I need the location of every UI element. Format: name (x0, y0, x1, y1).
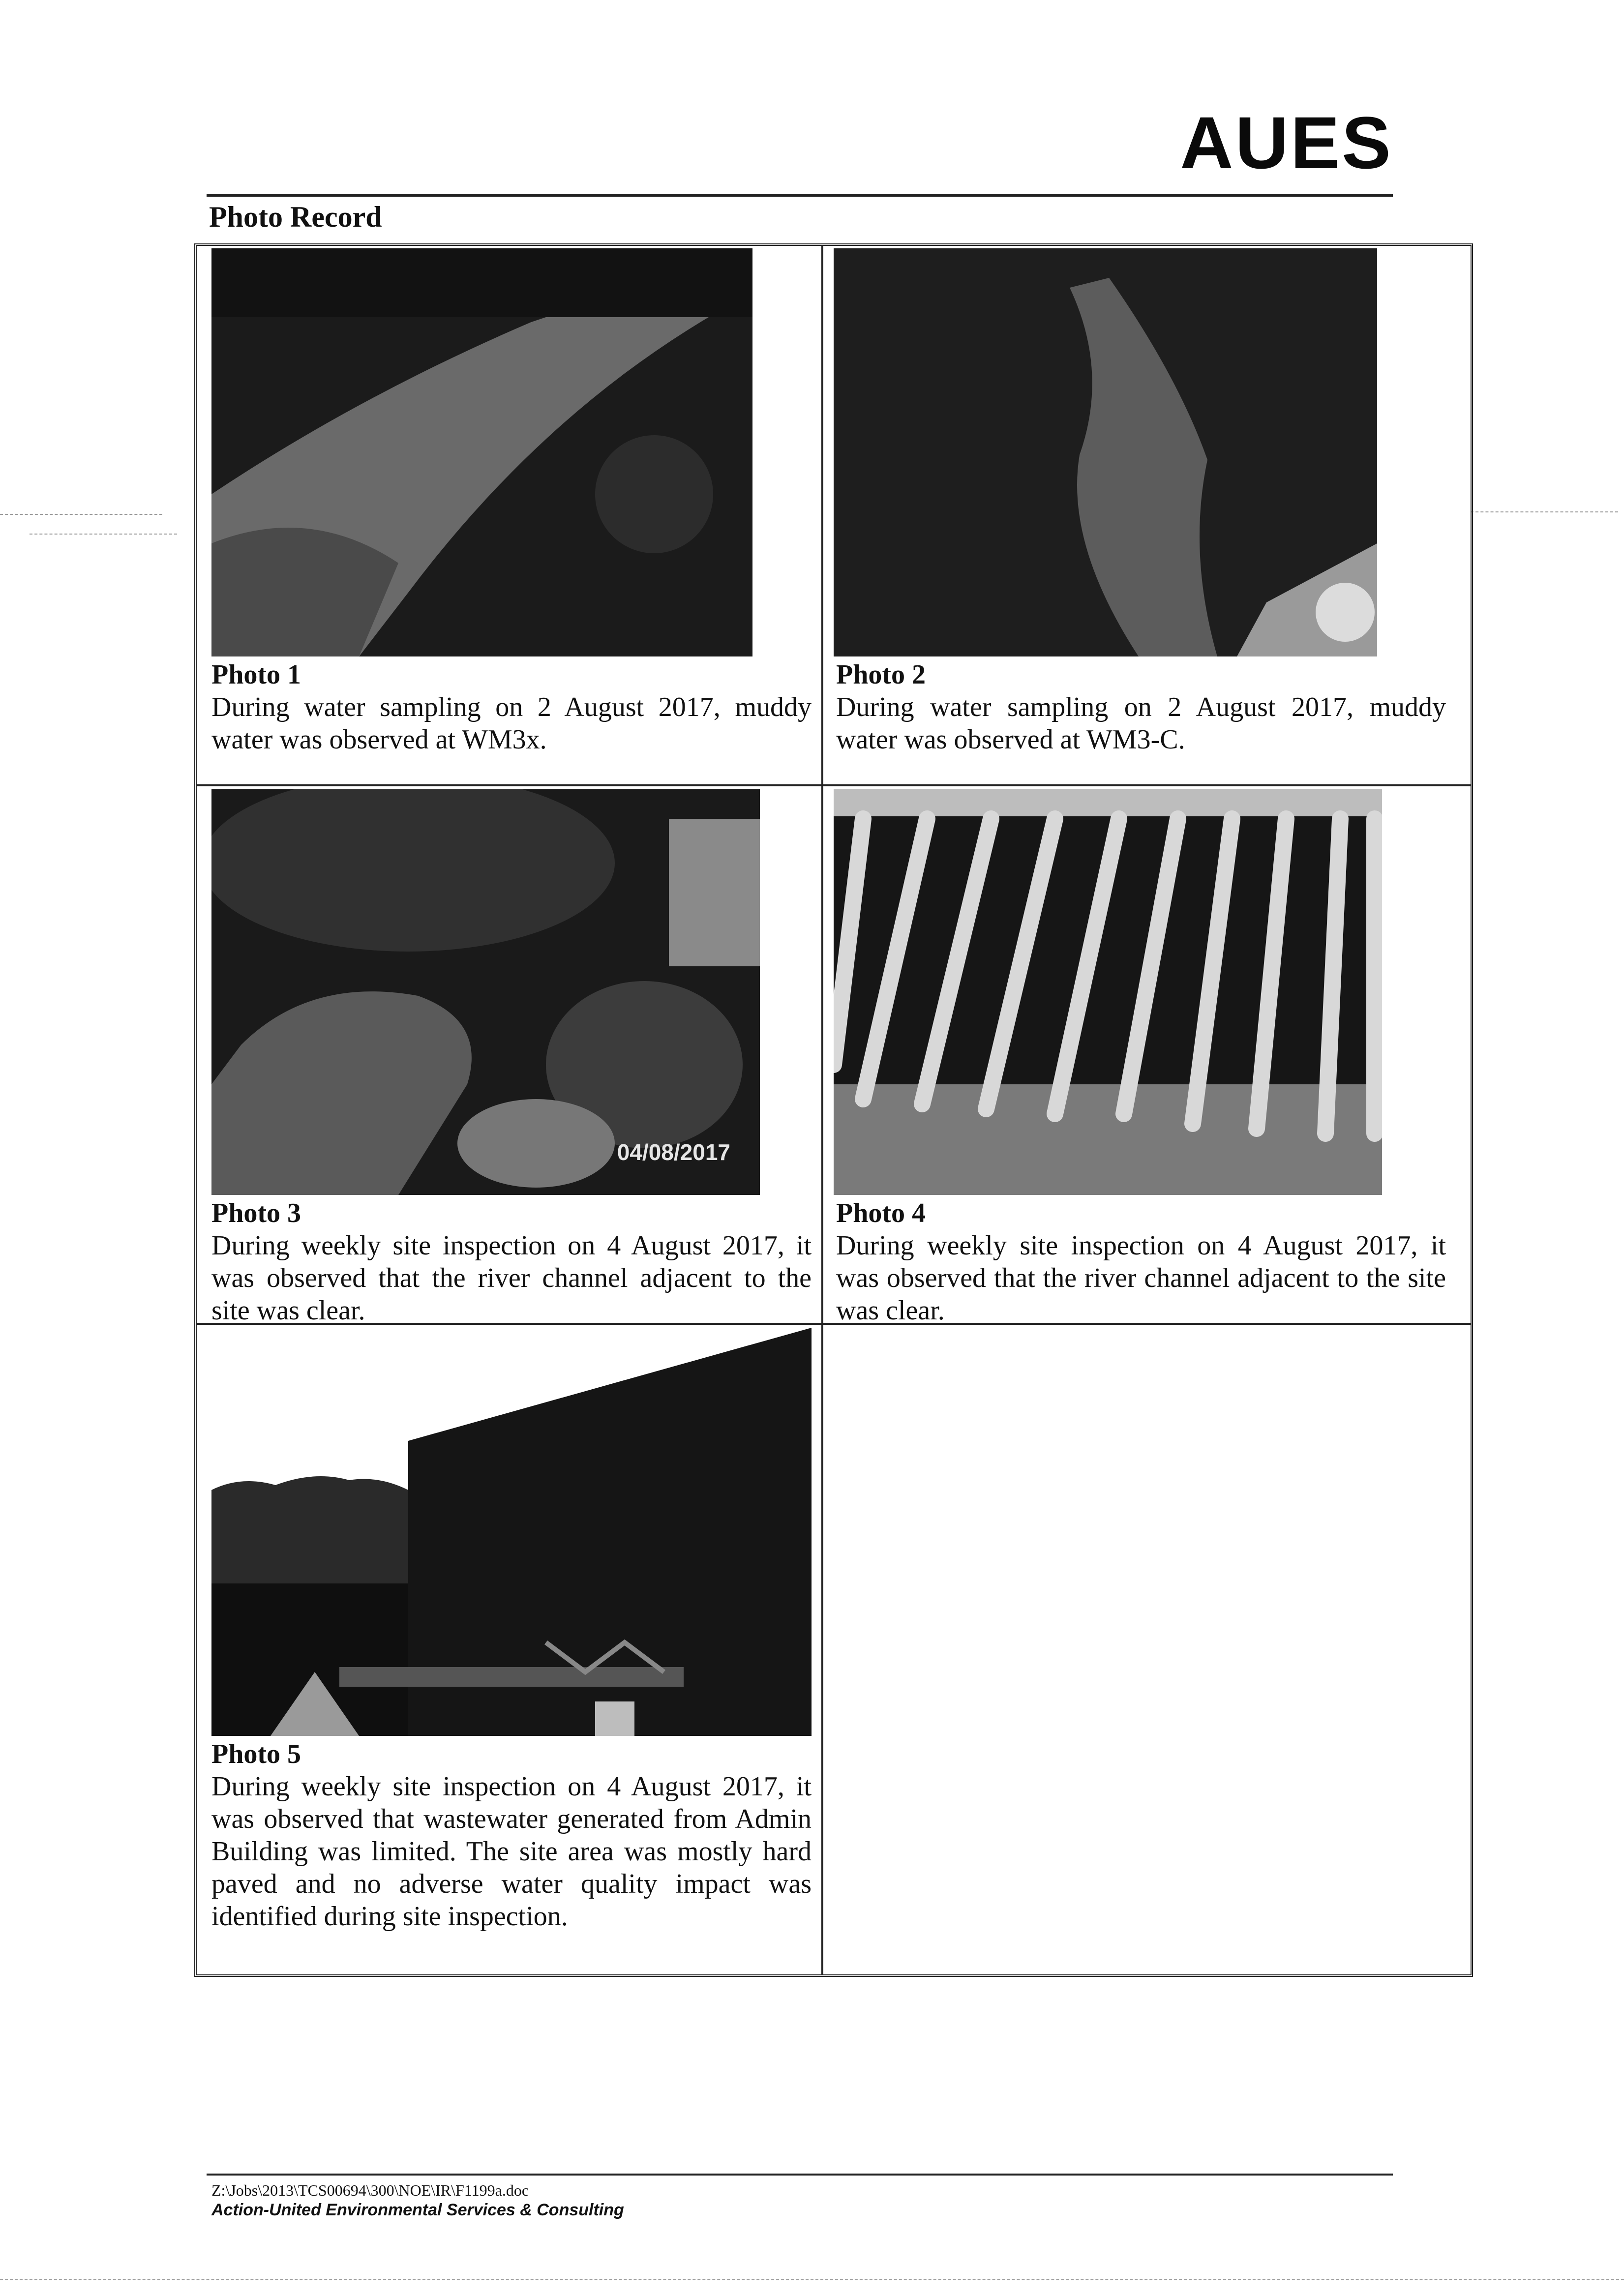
photo-5-image (211, 1328, 812, 1736)
header-divider (207, 194, 1393, 197)
photo-5-caption: During weekly site inspection on 4 August 2017, it was observed that wastewater generated from Admin Building was limited. The site area was mostly hard paved and no adverse water quality impact was identified during site inspection. (211, 1771, 812, 1932)
photo-1-caption: During water sampling on 2 August 2017, muddy water was observed at WM3x. (211, 692, 812, 755)
photo-4-label: Photo 4 (836, 1198, 926, 1228)
photo-3-image (211, 789, 760, 1195)
document-path: Z:\Jobs\2013\TCS00694\300\NOE\IR\F1199a.doc (211, 2181, 529, 2199)
photo-1-image (211, 248, 752, 656)
column-divider (821, 246, 823, 1974)
photo-2-image (834, 248, 1377, 656)
photo-2-label: Photo 2 (836, 659, 926, 690)
scan-artifact (30, 534, 177, 535)
page-title: Photo Record (209, 201, 382, 233)
photo-3-caption: During weekly site inspection on 4 August 2017, it was observed that the river channel adjacent to the site was clear. (211, 1230, 812, 1326)
company-name: Action-United Environmental Services & Consulting (211, 2201, 624, 2219)
row-divider (197, 784, 1471, 786)
company-logo: AUES (1180, 101, 1393, 184)
photo-3-date-stamp: 04/08/2017 (617, 1139, 730, 1165)
footer-divider (207, 2174, 1393, 2176)
photo-1-label: Photo 1 (211, 659, 301, 690)
photo-4-image (834, 789, 1382, 1195)
scan-artifact (0, 2279, 1624, 2280)
photo-record-table (194, 243, 1473, 1977)
photo-4-caption: During weekly site inspection on 4 August 2017, it was observed that the river channel adjacent to the site was clear. (836, 1230, 1446, 1326)
photo-3-label: Photo 3 (211, 1198, 301, 1228)
photo-5-label: Photo 5 (211, 1739, 301, 1769)
scan-artifact (1471, 511, 1618, 512)
scan-artifact (0, 514, 162, 515)
photo-2-caption: During water sampling on 2 August 2017, muddy water was observed at WM3-C. (836, 692, 1446, 755)
